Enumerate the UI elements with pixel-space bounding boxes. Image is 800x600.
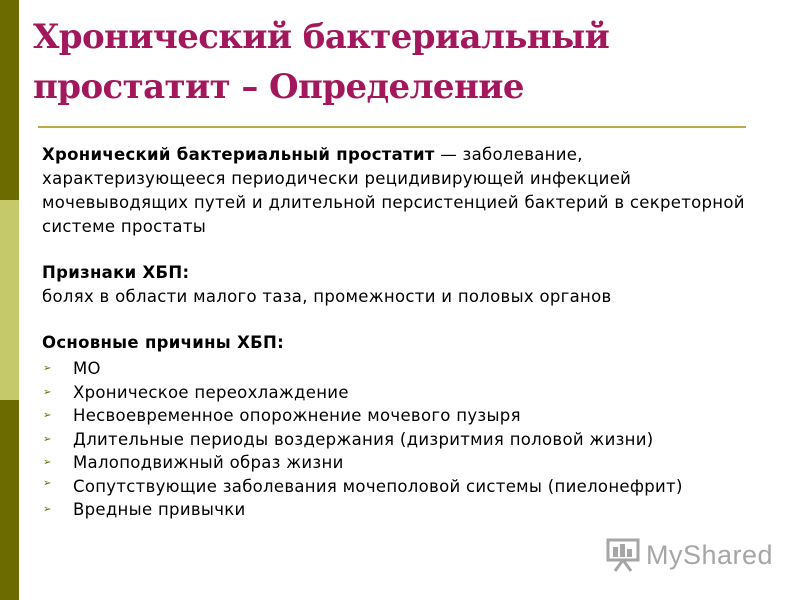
list-item-text: МО xyxy=(73,359,101,378)
arrow-bullet-icon: ➢ xyxy=(43,363,52,374)
slide-title: Хронический бактериальный простатит – Определение xyxy=(33,17,610,107)
list-item-text: Хроническое переохлаждение xyxy=(73,382,349,402)
signs-text: болях в области малого таза, промежности и половых органов xyxy=(42,287,612,306)
myshared-watermark xyxy=(606,537,773,573)
definition-paragraph xyxy=(42,143,762,239)
title-divider xyxy=(38,126,746,128)
causes-heading: Основные причины ХБП: xyxy=(42,333,284,352)
list-item-text: Сопутствующие заболевания мочеполовой системы (пиелонефрит) xyxy=(73,476,683,496)
arrow-bullet-icon: ➢ xyxy=(43,477,52,489)
list-item xyxy=(42,381,762,405)
side-stripe-bottom xyxy=(0,400,19,600)
list-item-text: Малоподвижный образ жизни xyxy=(73,453,344,472)
list-item xyxy=(42,475,762,498)
causes-list xyxy=(42,357,762,521)
list-item xyxy=(42,451,762,475)
list-item xyxy=(42,404,762,428)
list-item xyxy=(42,428,762,452)
presentation-board-icon xyxy=(606,537,640,573)
side-stripe-middle xyxy=(0,200,19,400)
arrow-bullet-icon: ➢ xyxy=(43,433,52,445)
list-item xyxy=(42,498,762,522)
side-stripe-top xyxy=(0,0,19,200)
list-item-text: Длительные периоды воздержания (дизритмия половой жизни) xyxy=(73,429,654,449)
slide-content xyxy=(42,143,762,521)
arrow-bullet-icon: ➢ xyxy=(43,410,52,421)
arrow-bullet-icon: ➢ xyxy=(43,457,52,468)
list-item-text: Вредные привычки xyxy=(73,499,246,519)
arrow-bullet-icon: ➢ xyxy=(43,386,52,398)
list-item xyxy=(42,357,762,381)
definition-term: Хронический бактериальный простатит xyxy=(42,145,435,164)
watermark-text: MyShared xyxy=(646,539,774,570)
list-item-text: Несвоевременное опорожнение мочевого пузыря xyxy=(73,406,521,425)
arrow-bullet-icon: ➢ xyxy=(43,503,52,515)
definition-text: — заболевание, характеризующееся периодически рецидивирующей инфекцией мочевыводящих путей и длительной персистенцией бактерий в секреторной системе простаты xyxy=(42,145,745,236)
signs-heading: Признаки ХБП: xyxy=(42,263,190,282)
